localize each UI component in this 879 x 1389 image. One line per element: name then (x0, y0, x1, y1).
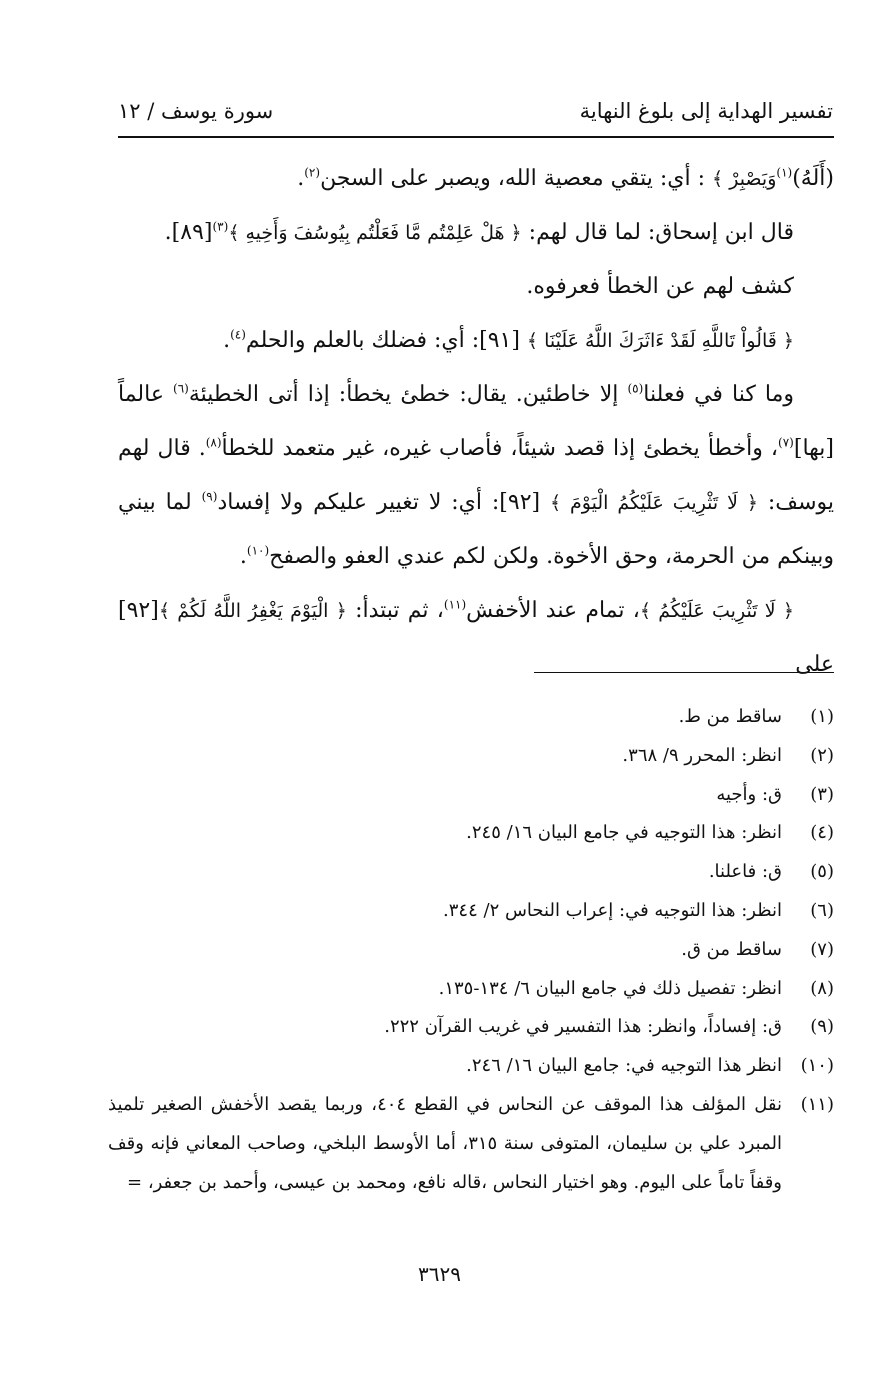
text: [٩٢] على (118, 598, 834, 677)
footnote-item (108, 892, 834, 931)
footnote-text: نقل المؤلف هذا الموقف عن النحاس في القطع ٤٠٤، وربما يقصد الأخفش الصغير تلميذ المبرد علي بن سليمان، المتوفى سنة ٣١٥، أما الأوسط البلخي، وصاحب المعاني فإنه وقف وقفاً تاماً على اليوم. وهو اختيار النحاس ،قاله نافع، ومحمد بن عيسى، وأحمد بن جعفر، = (108, 1093, 782, 1193)
footnote-number: (٥) (810, 861, 834, 883)
footnote-text: انظر: المحرر ٩/ ٣٦٨. (622, 744, 782, 766)
footnote-number: (٢) (810, 744, 834, 766)
paragraph-3 (118, 260, 834, 314)
footnote-number: (١٠) (800, 1055, 834, 1077)
paragraph-2 (118, 206, 834, 260)
text: (أَلَهُ) (792, 166, 834, 191)
footnote-rule (534, 672, 834, 673)
footnote-ref: (٦) (173, 381, 189, 396)
footnote-text: ق: وأجيه (716, 783, 782, 805)
text: [٩٢]: أي: لا تغيير عليكم ولا إفساد (217, 490, 550, 515)
text: . (223, 328, 231, 353)
paragraph-4 (118, 314, 834, 368)
quran-verse: وَيَصْبِرْ ﴾ (712, 168, 777, 190)
footnote-item (108, 1008, 834, 1047)
footnote-number: (٤) (810, 822, 834, 844)
footnote-text: ق: إفساداً، وانظر: هذا التفسير في غريب القرآن ٢٢٢. (384, 1016, 782, 1038)
text: : أي: يتقي معصية الله، ويصبر على السجن (320, 166, 713, 191)
text: قال ابن إسحاق: لما قال لهم: (521, 220, 794, 245)
text: . قال لهم يوسف: (118, 436, 834, 515)
running-header-surah: سورة يوسف / ١٢ (118, 99, 274, 123)
footnote-item (108, 1086, 834, 1202)
footnote-item (108, 698, 834, 737)
footnote-item (108, 776, 834, 815)
page-number: ٣٦٢٩ (418, 1262, 461, 1286)
footnote-number: (٩) (810, 1016, 834, 1038)
header-rule (118, 136, 834, 138)
footnote-ref: (١) (776, 165, 793, 180)
text: ، ثم تبتدأ: (346, 598, 444, 623)
footnote-text: انظر: هذا التوجيه في جامع البيان ١٦/ ٢٤٥. (466, 822, 782, 844)
running-header-book-title: تفسير الهداية إلى بلوغ النهاية (579, 99, 833, 123)
footnote-ref: (٤) (230, 327, 246, 342)
footnote-number: (٨) (810, 977, 834, 999)
quran-verse: ﴿ قَالُواْ تَاللَّهِ لَقَدْ ءَاثَرَكَ اللَّهُ عَلَيْنَا ﴾ (526, 330, 794, 352)
footnote-item (108, 737, 834, 776)
footnote-ref: (٩) (201, 489, 218, 504)
text: . (297, 166, 305, 191)
footnote-item (108, 853, 834, 892)
text: كشف لهم عن الخطأ فعرفوه. (526, 274, 794, 299)
text: ، وأخطأ يخطئ إذا قصد شيئاً، فأصاب غيره، غير متعمد للخطأ (221, 436, 779, 461)
text: ، تمام عند الأخفش (466, 598, 640, 623)
quran-verse: ﴿ لَا تَثْرِيبَ عَلَيْكُمُ ﴾ (639, 600, 794, 622)
footnote-item (108, 814, 834, 853)
footnote-number: (١) (810, 706, 834, 727)
quran-verse: ﴿ لَا تَثْرِيبَ عَلَيْكُمُ الْيَوْمَ ﴾ (549, 492, 759, 514)
footnote-number: (٧) (810, 938, 834, 960)
footnote-item (108, 970, 834, 1009)
footnote-ref: (٥) (627, 381, 644, 396)
text: . (239, 544, 247, 569)
footnote-item (108, 1047, 834, 1086)
text: عالماً [بها] (118, 382, 834, 461)
footnote-number: (٣) (810, 783, 834, 805)
paragraph-6 (118, 584, 834, 692)
footnote-text: انظر: تفصيل ذلك في جامع البيان ٦/ ١٣٤-١٣٥. (438, 977, 782, 999)
footnote-ref: (٨) (205, 435, 222, 450)
footnote-number: (١١) (800, 1093, 834, 1115)
text: وما كنا في فعلنا (643, 382, 794, 407)
main-text (118, 152, 834, 692)
text: إلا خاطئين. يقال: خطئ يخطأ: إذا أتى الخطيئة (188, 382, 628, 407)
footnote-ref: (٢) (304, 165, 321, 180)
footnote-number: (٦) (810, 899, 834, 921)
footnote-ref: (٣) (212, 219, 229, 234)
quran-verse: ﴿ الْيَوْمَ يَغْفِرُ اللَّهُ لَكُمْ ﴾ (158, 600, 347, 622)
text: [٨٩]. (164, 220, 213, 245)
footnote-ref: (٧) (778, 435, 794, 450)
footnote-text: ساقط من ط. (678, 706, 782, 727)
quran-verse: ﴿ هَلْ عَلِمْتُم مَّا فَعَلْتُم بِيُوسُفَ وَأَخِيهِ ﴾ (228, 222, 522, 244)
footnote-text: ق: فاعلنا. (708, 861, 782, 883)
text: [٩١]: أي: فضلك بالعلم والحلم (245, 328, 527, 353)
text: لما بيني وبينكم من الحرمة، وحق الأخوة. ولكن لكم عندي العفو والصفح (118, 490, 834, 569)
footnote-item (108, 931, 834, 970)
footnote-ref: (١٠) (246, 543, 270, 558)
footnote-text: انظر هذا التوجيه في: جامع البيان ١٦/ ٢٤٦. (466, 1055, 782, 1077)
paragraph-1 (118, 152, 834, 206)
paragraph-5 (118, 368, 834, 584)
footnote-ref: (١١) (443, 597, 467, 612)
footnotes (108, 698, 834, 1202)
footnote-text: ساقط من ق. (681, 938, 782, 960)
footnote-text: انظر: هذا التوجيه في: إعراب النحاس ٢/ ٣٤٤. (443, 899, 782, 921)
